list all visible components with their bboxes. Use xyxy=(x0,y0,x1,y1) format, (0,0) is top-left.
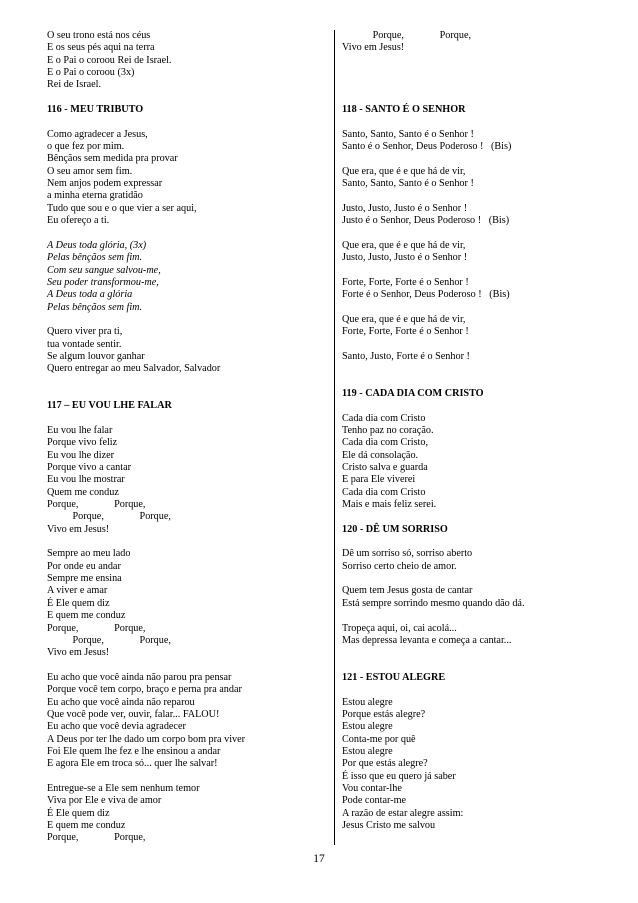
lyric-line: Nem anjos podem expressar xyxy=(47,178,163,190)
blank-line xyxy=(342,363,602,375)
lyric-line: Eu vou lhe mostrar xyxy=(47,474,125,486)
lyric-line: Pode contar-me xyxy=(342,795,407,807)
page-number: 17 xyxy=(313,853,325,865)
blank-line xyxy=(342,302,602,314)
hymn-title: 119 - CADA DIA COM CRISTO xyxy=(342,387,484,399)
lyric-line: Eu acho que você devia agradecer xyxy=(47,721,186,733)
lyric-line: Mais e mais feliz serei. xyxy=(342,499,437,511)
lyric-line: Bênçãos sem medida pra provar xyxy=(47,153,178,165)
blank-line xyxy=(342,610,602,622)
lyric-line: E quem me conduz xyxy=(47,610,126,622)
lyric-line: Como agradecer a Jesus, xyxy=(47,128,148,140)
lyric-line: Por que estás alegre? xyxy=(342,758,428,770)
lyric-line: Justo é o Senhor, Deus Poderoso ! (Bis) xyxy=(342,215,510,227)
lyric-line: o que fez por mim. xyxy=(47,141,125,153)
blank-line xyxy=(342,116,602,128)
lyric-line: Vivo em Jesus! xyxy=(47,647,110,659)
lyric-line: Santo, Santo, Santo é o Senhor ! xyxy=(342,128,474,140)
hymn-title: 116 - MEU TRIBUTO xyxy=(47,104,144,116)
hymn-title: 118 - SANTO É O SENHOR xyxy=(342,104,466,116)
lyric-line: Porque, Porque, xyxy=(47,634,171,646)
lyric-line: Vivo em Jesus! xyxy=(47,523,110,535)
lyric-line: Seu poder transformou-me, xyxy=(47,276,159,288)
blank-line xyxy=(342,153,602,165)
blank-line xyxy=(342,511,602,523)
blank-line xyxy=(342,684,602,696)
lyric-line: Sorriso certo cheio de amor. xyxy=(342,560,457,572)
hymn-title: 117 – EU VOU LHE FALAR xyxy=(47,400,172,412)
lyric-line: Porque vivo a cantar xyxy=(47,462,132,474)
lyric-line: Sempre ao meu lado xyxy=(47,548,131,560)
blank-line xyxy=(342,79,602,91)
lyric-line: tua vontade sentir. xyxy=(47,338,122,350)
lyric-line: A Deus toda a glória xyxy=(47,289,133,301)
lyric-line: Quero entregar ao meu Salvador, Salvador xyxy=(47,363,221,375)
blank-line xyxy=(342,190,602,202)
lyric-line: Forte é o Senhor, Deus Poderoso ! (Bis) xyxy=(342,289,510,301)
lyric-line: Santo é o Senhor, Deus Poderoso ! (Bis) xyxy=(342,141,512,153)
lyric-line: Cada dia com Cristo xyxy=(342,486,426,498)
lyric-line: Dê um sorriso só, sorriso aberto xyxy=(342,548,473,560)
lyric-line: Quem me conduz xyxy=(47,486,119,498)
lyric-line: O seu amor sem fim. xyxy=(47,165,133,177)
blank-line xyxy=(47,771,325,783)
lyric-line: Porque estás alegre? xyxy=(342,708,426,720)
lyric-line: Que era, que é e que há de vir, xyxy=(342,313,466,325)
blank-line xyxy=(342,660,602,672)
lyric-line: Eu ofereço a ti. xyxy=(47,215,110,227)
lyric-line: A razão de estar alegre assim: xyxy=(342,807,464,819)
lyric-line: E agora Ele em troca só... quer lhe salvar! xyxy=(47,758,218,770)
lyric-line: E quem me conduz xyxy=(47,820,126,831)
lyric-line: Viva por Ele e viva de amor xyxy=(47,795,162,807)
lyric-line: Cristo salva e guarda xyxy=(342,462,428,474)
blank-line xyxy=(342,536,602,548)
lyric-line: Jesus Cristo me salvou xyxy=(342,820,436,831)
blank-line xyxy=(47,228,325,240)
blank-line xyxy=(47,376,325,388)
lyric-line: Porque, Porque, xyxy=(47,622,146,634)
lyric-line: Santo, Santo, Santo é o Senhor ! xyxy=(342,178,474,190)
lyric-line: Porque vivo feliz xyxy=(47,437,118,449)
lyric-line: O seu trono está nos céus xyxy=(47,30,151,41)
lyric-line: E o Pai o coroou (3x) xyxy=(47,67,135,79)
hymn-title: 121 - ESTOU ALEGRE xyxy=(342,671,446,683)
lyric-line: Pelas bênçãos sem fim. xyxy=(47,252,143,264)
lyric-line: Se algum louvor ganhar xyxy=(47,350,145,362)
lyric-line: Tudo que sou e o que vier a ser aqui, xyxy=(47,202,197,214)
lyric-line: Vou contar-lhe xyxy=(342,782,402,794)
lyric-line: Cada dia com Cristo xyxy=(342,412,426,424)
blank-line xyxy=(47,536,325,548)
lyric-line: Eu vou lhe dizer xyxy=(47,449,115,461)
lyric-line: Forte, Forte, Forte é o Senhor ! xyxy=(342,276,469,288)
lyric-line: Está sempre sorrindo mesmo quando dão dá. xyxy=(342,597,525,609)
lyric-line: Estou alegre xyxy=(342,745,393,757)
lyric-line: Porque você tem corpo, braço e perna pra andar xyxy=(47,684,242,696)
lyric-line: a minha eterna gratidão xyxy=(47,190,143,202)
lyric-line: Eu vou lhe falar xyxy=(47,425,113,436)
blank-line xyxy=(47,314,325,326)
lyric-line: Sempre me ensina xyxy=(47,573,122,585)
lyric-line: A Deus por ter lhe dado um corpo bom pra viver xyxy=(47,733,246,745)
column-divider xyxy=(334,30,335,845)
lyric-line: Porque, Porque, xyxy=(342,30,472,41)
blank-line xyxy=(47,388,325,400)
lyric-line: A viver e amar xyxy=(47,585,108,597)
lyric-line: Eu acho que você ainda não parou pra pensar xyxy=(47,671,232,683)
lyric-line: Forte, Forte, Forte é o Senhor ! xyxy=(342,326,469,338)
lyric-line: É Ele quem diz xyxy=(47,597,110,609)
lyric-line: Ele dá consolação. xyxy=(342,449,419,461)
lyric-line: Com seu sangue salvou-me, xyxy=(47,264,161,276)
blank-line xyxy=(47,660,325,672)
hymn-title: 120 - DÊ UM SORRISO xyxy=(342,523,448,535)
blank-line xyxy=(342,67,602,79)
right-column xyxy=(342,30,602,832)
lyric-line: É Ele quem diz xyxy=(47,807,110,819)
blank-line xyxy=(342,228,602,240)
lyric-line: Porque, Porque, xyxy=(47,499,146,511)
lyric-line: Estou alegre xyxy=(342,721,393,733)
lyric-line: Tropeça aqui, oi, cai acolá... xyxy=(342,622,457,634)
lyric-line: Conta-me por quê xyxy=(342,733,416,745)
left-column xyxy=(47,30,325,845)
lyric-line: Justo, Justo, Justo é o Senhor ! xyxy=(342,202,468,214)
blank-line xyxy=(342,265,602,277)
lyric-line: Estou alegre xyxy=(342,696,393,708)
blank-line xyxy=(342,339,602,351)
blank-line xyxy=(342,400,602,412)
lyric-line: Vivo em Jesus! xyxy=(342,42,405,54)
lyric-line: Pelas bênçãos sem fim. xyxy=(47,301,143,313)
lyric-line: Quem tem Jesus gosta de cantar xyxy=(342,585,473,597)
lyric-line: Entregue-se a Ele sem nenhum temor xyxy=(47,782,200,794)
lyric-line: Que era, que é e que há de vir, xyxy=(342,239,466,251)
blank-line xyxy=(47,92,325,104)
blank-line xyxy=(47,413,325,425)
blank-line xyxy=(342,573,602,585)
blank-line xyxy=(342,55,602,67)
lyric-line: Tenho paz no coração. xyxy=(342,425,434,436)
lyric-line: Eu acho que você ainda não reparou xyxy=(47,696,195,708)
lyric-line: Porque, Porque, xyxy=(47,511,171,523)
blank-line xyxy=(342,92,602,104)
lyric-line: É isso que eu quero já saber xyxy=(342,770,456,782)
lyric-line: E os seus pés aqui na terra xyxy=(47,42,155,54)
lyric-line: Que você pode ver, ouvir, falar... FALOU! xyxy=(47,708,220,720)
blank-line xyxy=(47,116,325,128)
lyric-line: Justo, Justo, Justo é o Senhor ! xyxy=(342,252,468,264)
lyric-line: Por onde eu andar xyxy=(47,560,121,572)
lyric-line: E o Pai o coroou Rei de Israel. xyxy=(47,54,172,66)
lyric-line: Cada dia com Cristo, xyxy=(342,437,429,449)
lyric-line: Que era, que é e que há de vir, xyxy=(342,165,466,177)
lyric-line: Santo, Justo, Forte é o Senhor ! xyxy=(342,350,470,362)
lyric-line: Foi Ele quem lhe fez e lhe ensinou a andar xyxy=(47,745,221,757)
blank-line xyxy=(342,376,602,388)
lyric-line: A Deus toda glória, (3x) xyxy=(47,239,147,251)
blank-line xyxy=(342,647,602,659)
lyric-line: E para Ele viverei xyxy=(342,474,416,486)
lyric-line: Rei de Israel. xyxy=(47,79,102,91)
lyric-line: Mas depressa levanta e começa a cantar... xyxy=(342,634,512,646)
lyric-line: Porque, Porque, xyxy=(47,832,146,844)
lyric-line: Quero viver pra ti, xyxy=(47,326,123,338)
